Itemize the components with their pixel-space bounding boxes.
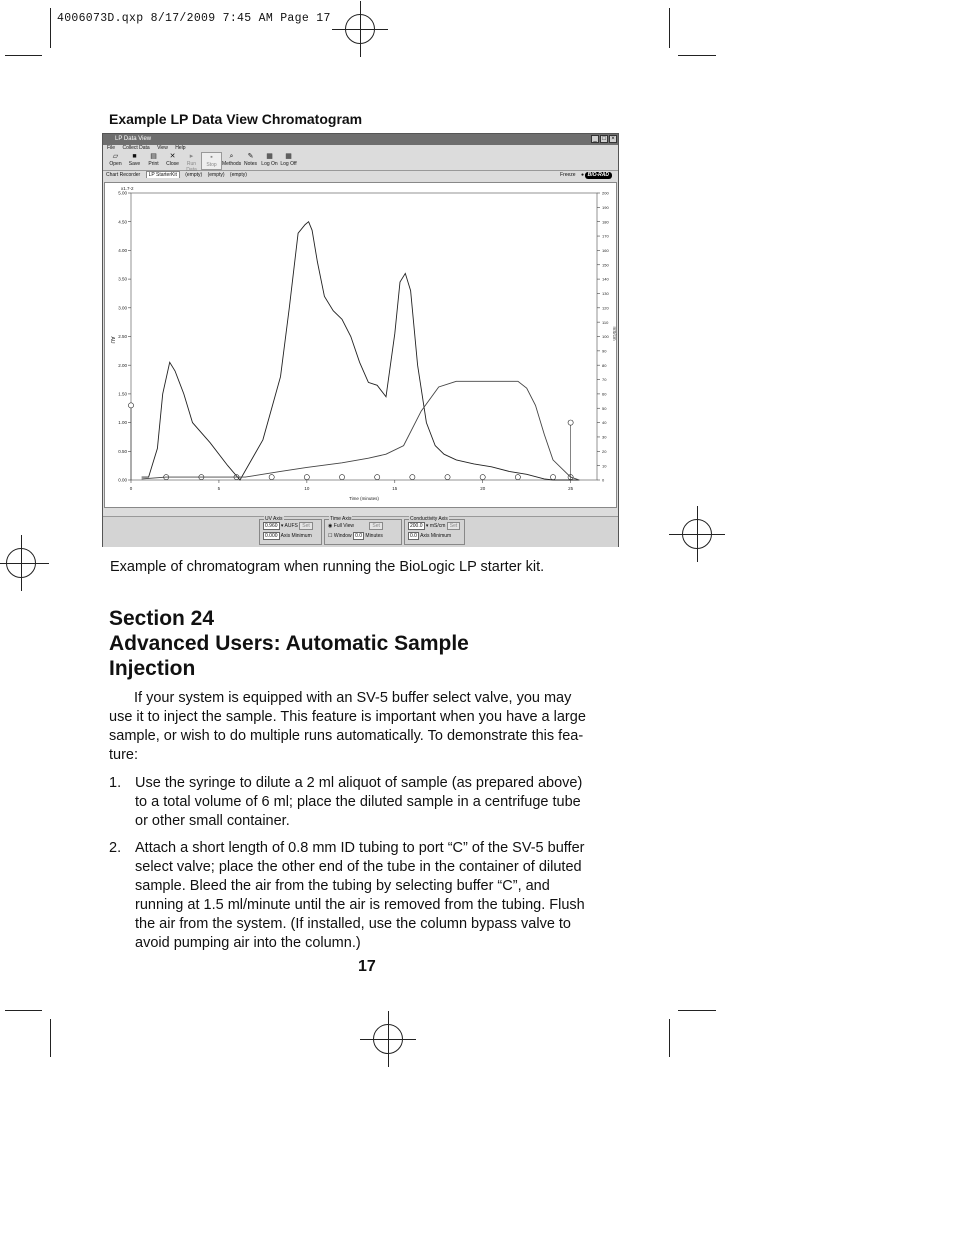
tab-lp-starterkit[interactable]: LP StarterKit [146,171,180,178]
uv-min-label: Axis Minimum [280,533,312,539]
y2-tick-label: 20 [602,448,607,454]
section-number: Section 24 [109,607,215,630]
tab-strip [103,171,618,180]
stop-button[interactable] [201,152,222,170]
y2-tick-label: 100 [602,334,609,340]
x-tick-label: 0 [129,486,133,491]
log-off-label: Log Off [280,161,297,167]
minutes-label: Minutes [365,533,383,539]
y2-tick-label: 170 [602,233,609,239]
step-line: avoid pumping air into the column.) [135,935,361,951]
window-title: LP Data View [115,136,152,142]
y2-tick-label: 40 [602,420,607,426]
fraction-marker [515,475,520,480]
close-button[interactable] [163,152,182,170]
registration-mark [373,1024,403,1054]
time-set-button[interactable]: Set [369,522,383,530]
intro-line: If your system is equipped with an SV-5 buffer select valve, you may [134,690,572,706]
y2-tick-label: 50 [602,405,607,411]
log-off-icon: ▦ [285,153,292,160]
menu-view[interactable]: View [157,145,168,151]
chart-header: x1.7-2 [121,186,134,191]
registration-mark [345,14,375,44]
methods-button[interactable] [222,152,241,170]
folder-icon: ▱ [112,153,119,160]
uv-axis-caption: UV Axis [265,516,283,522]
y-tick-label: 2.50 [118,334,127,340]
y2-tick-label: 150 [602,262,609,268]
y-tick-label: 1.50 [118,391,127,397]
conductivity-set-button[interactable]: Set [447,522,461,530]
x-tick-label: 20 [480,486,486,491]
x-tick-label: 10 [304,486,310,491]
close-label: Close [166,161,179,167]
print-slug: 4006073D.qxp 8/17/2009 7:45 AM Page 17 [57,12,331,25]
section-heading [109,606,469,681]
step-line: or other small container. [135,813,290,829]
freeze-toggle[interactable]: Freeze ● [560,172,584,178]
window-checkbox[interactable]: Window [333,533,352,539]
conductivity-min-label: Axis Minimum [420,533,452,539]
y2-tick-label: 0 [602,477,605,483]
stop-icon: ▪ [210,154,213,161]
minimize-icon[interactable]: _ [591,135,599,143]
conductivity-unit: mS/cm [429,523,446,529]
tab-empty-2[interactable]: (empty) [207,172,225,178]
section-title-line-1: Advanced Users: Automatic Sample [109,632,469,655]
y2-tick-label: 60 [602,391,607,397]
open-label: Open [109,161,122,167]
y2-tick-label: 200 [602,190,609,196]
fraction-marker [339,475,344,480]
log-on-icon: ▦ [266,153,273,160]
event-marker [568,420,573,425]
x-tick-label: 5 [217,486,221,491]
freeze-label: Freeze [560,172,576,178]
menu-file[interactable]: File [107,145,116,151]
uv-axis-input[interactable]: 0.960 [265,523,278,529]
conductivity-axis-caption: Conductivity Axis [410,516,448,522]
notes-icon: ✎ [247,153,254,160]
fraction-marker [375,475,380,480]
y-tick-label: 4.00 [118,248,127,253]
toolbar [103,152,618,171]
save-button[interactable] [125,152,144,170]
registration-mark [682,519,712,549]
plot-frame [131,193,597,480]
conductivity-min-input[interactable]: 0.0 [410,533,417,539]
step-number: 2. [109,840,122,856]
open-button[interactable] [106,152,125,170]
y-tick-label: 2.00 [118,362,127,368]
y-tick-label: 3.50 [118,276,127,282]
maximize-icon[interactable]: □ [600,135,608,143]
crop-mark [50,1019,51,1057]
run-icon: ▸ [189,153,194,160]
notes-label: Notes [243,161,258,167]
full-view-radio[interactable]: Full View [333,523,354,529]
methods-label: Methods [222,161,242,167]
step-line: Use the syringe to dilute a 2 ml aliquot of sample (as prepared above) [135,775,583,791]
tab-empty-3[interactable]: (empty) [229,172,247,178]
uv-axis-unit: AUFS [284,523,298,529]
log-on-label: Log On [261,161,278,167]
y-axis-label: AU [109,336,115,344]
y-tick-label: 5.00 [118,190,127,196]
page-number: 17 [358,958,376,975]
fraction-marker [269,475,274,480]
figure-title: Example LP Data View Chromatogram [109,111,363,127]
menu-help[interactable]: Help [175,145,186,151]
lp-data-view-window [102,133,619,547]
fraction-marker [410,475,415,480]
x-axis-label: Time (minutes) [349,496,379,501]
fraction-marker [550,475,555,480]
y2-tick-label: 10 [602,463,607,469]
window-titlebar [103,134,618,145]
tab-empty-1[interactable]: (empty) [185,172,203,178]
crop-mark [669,8,670,48]
log-off-button[interactable] [279,152,298,170]
intro-line: use it to inject the sample. This feature is important when you have a large [109,709,586,725]
uv-set-button[interactable]: Set [299,522,313,530]
y2-tick-label: 120 [602,305,609,311]
stop-label: Stop [206,162,217,168]
y-tick-label: 1.00 [118,420,127,426]
y2-tick-label: 140 [602,276,609,282]
x-tick-label: 15 [392,486,398,491]
figure-caption: Example of chromatogram when running the BioLogic LP starter kit. [110,559,545,575]
step-line: Attach a short length of 0.8 mm ID tubing to port “C” of the SV-5 buffer [135,840,585,856]
disk-icon: ■ [132,153,137,160]
chromatogram-plot [104,182,617,508]
y-tick-label: 3.00 [118,305,127,311]
intro-paragraph [109,689,611,765]
fraction-marker [445,475,450,480]
uv-axis-group: UV Axis 0.960 ▾ AUFS Set 0.000 Axis Minimum [259,519,322,545]
y2-tick-label: 160 [602,248,609,253]
chromatogram-chart [105,183,616,507]
y2-tick-label: 130 [602,291,609,297]
conductivity-line [142,381,580,480]
uv-min-input[interactable]: 0.000 [265,533,278,539]
y-tick-label: 0.50 [118,448,127,454]
bio-rad-logo: BIO-RAD [585,172,612,179]
intro-line: ture: [109,747,139,763]
step-1 [109,774,611,831]
step-line: to a total volume of 6 ml; place the diluted sample in a centrifuge tube [135,794,581,810]
y2-tick-label: 90 [602,348,607,354]
axis-control-panel [103,516,618,547]
step-line: sample. Bleed the air from the tubing by selecting buffer “C”, and [135,878,550,894]
minutes-input[interactable]: 0.0 [355,533,363,539]
conductivity-axis-input[interactable]: 200.0 [410,523,423,529]
menu-collect-data[interactable]: Collect Data [122,145,150,151]
step-line: the air from the system. (If installed, use the column bypass valve to [135,916,571,932]
y-tick-label: 4.50 [118,219,127,225]
notes-button[interactable] [241,152,260,170]
section-title-line-2: Injection [109,657,196,680]
tab-chart-recorder[interactable]: Chart Recorder [106,172,141,178]
step-2 [109,839,611,953]
fraction-marker [480,475,485,480]
y2-tick-label: 80 [602,362,607,368]
close-icon: ✕ [169,153,176,160]
y2-axis-label: mS/cm [612,326,617,341]
close-icon[interactable]: × [609,135,617,143]
y2-tick-label: 190 [602,204,609,210]
y2-tick-label: 180 [602,219,609,225]
print-label: Print [148,161,159,167]
crop-mark [678,1010,716,1011]
crop-mark [5,55,42,56]
event-marker [128,403,133,408]
fraction-marker [304,475,309,480]
y2-tick-label: 110 [602,319,609,325]
crop-mark [50,8,51,48]
step-line: running at 1.5 ml/minute until the air is removed from the tubing. Flush [135,897,585,913]
save-label: Save [128,161,141,167]
step-line: select valve; place the other end of the tube in the container of diluted [135,859,582,875]
crop-mark [5,1010,42,1011]
y2-tick-label: 70 [602,377,607,383]
uv-absorbance-line [142,222,580,480]
methods-icon: ⌕ [229,153,234,160]
run-data-label: Run Data [186,161,197,173]
log-on-button[interactable] [260,152,279,170]
time-axis-caption: Time Axis [330,516,352,522]
printer-icon: ▤ [150,153,157,160]
print-button[interactable] [144,152,163,170]
x-tick-label: 25 [568,486,574,491]
time-axis-group: Time Axis ◉ Full View Set ☐ Window 0.0 Minutes [324,519,402,545]
run-data-button[interactable] [182,152,201,173]
registration-mark [6,548,36,578]
y2-tick-label: 30 [602,434,607,440]
conductivity-axis-group: Conductivity Axis 200.0 ▾ mS/cm Set 0.0 Axis Minimum [404,519,465,545]
step-number: 1. [109,775,122,791]
crop-mark [669,1019,670,1057]
intro-line: sample, or wish to do multiple runs automatically. To demonstrate this fea- [109,728,584,744]
menu-bar [103,145,618,152]
crop-mark [678,55,716,56]
y-tick-label: 0.00 [118,477,127,483]
